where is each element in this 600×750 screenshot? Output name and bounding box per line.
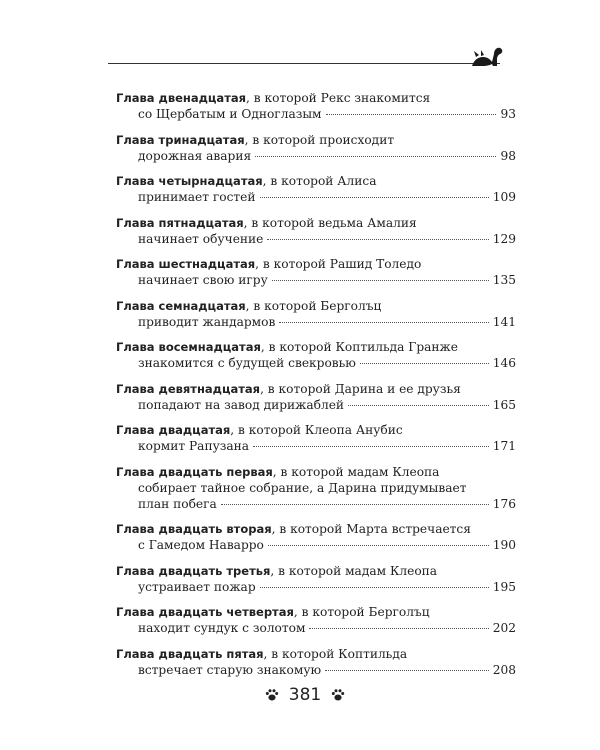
toc-entry-last-line — [116, 397, 516, 413]
toc-entry-first-line — [116, 173, 516, 189]
chapter-description: , в которой Берголъц — [245, 298, 382, 313]
chapter-description-line: собирает тайное собрание, а Дарина придумывает — [138, 480, 467, 495]
chapter-title: Глава тринадцатая — [116, 132, 245, 147]
dot-leader — [267, 239, 488, 240]
chapter-title: Глава восемнадцатая — [116, 340, 261, 354]
chapter-title: Глава пятнадцатая — [116, 215, 244, 230]
chapter-title: Глава двадцатая — [116, 423, 231, 437]
dot-leader — [360, 363, 489, 364]
chapter-description-line: кормит Рапузана — [138, 439, 250, 453]
toc-entry-last-line — [116, 579, 516, 595]
dot-leader — [348, 405, 489, 406]
toc-entry-last-line — [116, 496, 516, 512]
paw-icon — [265, 688, 279, 702]
chapter-page-number: 171 — [492, 439, 516, 453]
toc-entry — [116, 646, 516, 678]
cat-icon — [470, 40, 504, 68]
toc-entry-first-line — [116, 298, 516, 314]
toc-entry-last-line — [116, 231, 516, 247]
chapter-description: , в которой Алиса — [262, 174, 377, 188]
chapter-description: , в которой Рекс знакомится — [246, 91, 431, 105]
chapter-description: , в которой Берголъц — [293, 605, 430, 619]
toc-entry — [116, 256, 516, 288]
toc-entry-first-line — [116, 339, 516, 355]
toc-entry-first-line — [116, 132, 516, 148]
chapter-title: Глава двадцать первая — [116, 464, 273, 479]
chapter-description-line: план побега — [138, 496, 217, 511]
chapter-description-line: встречает старую знакомую — [138, 662, 322, 677]
toc-entry-last-line — [116, 537, 516, 553]
page-folio — [70, 685, 540, 705]
toc-entry — [116, 422, 516, 454]
dot-leader — [260, 587, 489, 588]
toc-entry-last-line — [116, 662, 516, 678]
dot-leader — [309, 628, 488, 629]
chapter-description: , в которой Коптильда — [263, 646, 408, 661]
chapter-page-number: 135 — [492, 273, 516, 287]
toc-entry-first-line — [116, 521, 516, 537]
dot-leader — [255, 156, 496, 157]
chapter-page-number: 109 — [492, 190, 516, 204]
toc-entry — [116, 563, 516, 595]
toc-entry — [116, 298, 516, 330]
chapter-description: , в которой Рашид Толедо — [255, 257, 422, 271]
toc-entry-last-line — [116, 355, 516, 371]
chapter-description: , в которой мадам Клеопа — [270, 563, 438, 578]
toc-entry-last-line — [116, 189, 516, 205]
dot-leader — [268, 545, 489, 546]
chapter-description-line: начинает обучение — [138, 231, 264, 246]
toc-entry — [116, 339, 516, 371]
toc-entry-first-line — [116, 422, 516, 438]
chapter-page-number: 98 — [500, 148, 516, 163]
dot-leader — [325, 670, 489, 671]
toc-entry-first-line — [116, 646, 516, 662]
chapter-title: Глава двадцать третья — [116, 563, 271, 578]
chapter-title: Глава двадцать четвертая — [116, 605, 294, 619]
dot-leader — [326, 114, 497, 115]
toc-entry-first-line — [116, 604, 516, 620]
toc-entry-first-line — [116, 215, 516, 231]
dot-leader — [260, 197, 489, 198]
chapter-page-number: 141 — [492, 314, 516, 329]
table-of-contents — [116, 90, 516, 687]
chapter-description-line: устраивает пожар — [138, 579, 256, 594]
chapter-title: Глава двадцать вторая — [116, 522, 272, 536]
chapter-description: , в которой ведьма Амалия — [243, 215, 417, 230]
chapter-description-line: дорожная авария — [138, 148, 252, 163]
chapter-description: , в которой происходит — [244, 132, 395, 147]
chapter-page-number: 146 — [492, 356, 516, 370]
chapter-title: Глава шестнадцатая — [116, 257, 256, 271]
dot-leader — [272, 280, 489, 281]
chapter-page-number: 190 — [492, 538, 516, 552]
toc-entry — [116, 215, 516, 247]
chapter-description-line: находит сундук с золотом — [138, 621, 306, 635]
toc-entry — [116, 464, 516, 512]
chapter-title: Глава четырнадцатая — [116, 174, 263, 188]
toc-entry-last-line — [116, 314, 516, 330]
toc-entry-last-line — [116, 106, 516, 122]
toc-entry — [116, 173, 516, 205]
paw-icon — [331, 688, 345, 702]
toc-entry-first-line — [116, 90, 516, 106]
toc-entry — [116, 521, 516, 553]
chapter-description-line: с Гамедом Наварро — [138, 538, 264, 552]
toc-entry-first-line — [116, 381, 516, 397]
chapter-description-line: попадают на завод дирижаблей — [138, 397, 345, 412]
chapter-description: , в которой Марта встречается — [271, 522, 471, 536]
toc-entry — [116, 381, 516, 413]
toc-entry-last-line — [116, 148, 516, 164]
dot-leader — [279, 322, 488, 323]
chapter-description-line: принимает гостей — [138, 190, 256, 204]
toc-entry-first-line — [116, 256, 516, 272]
chapter-description: , в которой Клеопа Анубис — [230, 423, 403, 437]
chapter-page-number: 195 — [492, 579, 516, 594]
chapter-page-number: 93 — [500, 107, 516, 121]
dot-leader — [253, 446, 489, 447]
chapter-page-number: 202 — [492, 621, 516, 635]
chapter-title: Глава девятнадцатая — [116, 381, 261, 396]
dot-leader — [221, 504, 489, 505]
book-page — [70, 0, 540, 750]
chapter-description-line: со Щербатым и Одноглазым — [138, 107, 322, 121]
toc-entry — [116, 132, 516, 164]
toc-entry-last-line — [116, 620, 516, 636]
chapter-description-line: приводит жандармов — [138, 314, 276, 329]
chapter-page-number: 129 — [492, 231, 516, 246]
chapter-title: Глава двенадцатая — [116, 91, 247, 105]
chapter-page-number: 165 — [492, 397, 516, 412]
chapter-description: , в которой Дарина и ее друзья — [260, 381, 461, 396]
toc-entry-last-line — [116, 272, 516, 288]
page-number: 381 — [288, 685, 322, 705]
toc-entry — [116, 90, 516, 122]
chapter-title: Глава двадцать пятая — [116, 646, 264, 661]
chapter-description-line: начинает свою игру — [138, 273, 268, 287]
chapter-title: Глава семнадцатая — [116, 298, 246, 313]
chapter-page-number: 208 — [492, 662, 516, 677]
chapter-description-line: знакомится с будущей свекровью — [138, 356, 356, 370]
chapter-page-number: 176 — [492, 496, 516, 511]
toc-entry-last-line — [116, 438, 516, 454]
toc-entry-first-line — [116, 464, 516, 480]
toc-entry — [116, 604, 516, 636]
chapter-description: , в которой Коптильда Гранже — [260, 340, 458, 354]
toc-entry-first-line — [116, 563, 516, 579]
chapter-description: , в которой мадам Клеопа — [272, 464, 440, 479]
header-rule — [108, 63, 500, 64]
